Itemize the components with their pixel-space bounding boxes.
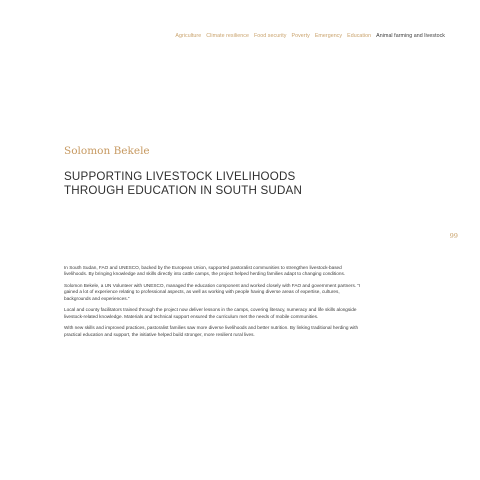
nav-item-agriculture[interactable]: Agriculture <box>175 33 202 39</box>
topic-nav <box>172 33 445 39</box>
body-paragraph: Solomon Bekele, a UN Volunteer with UNESCO, managed the education component and worked closely with FAO and government partners. “I gained a lot of experience relating to professional aspects, as well as working with people having diverse areas of expertise, cultures, backgrounds and experiences.” <box>64 282 361 301</box>
nav-item-climate-resilience[interactable]: Climate resilience <box>206 33 249 39</box>
body-paragraph: In South Sudan, FAO and UNESCO, backed by the European Union, supported pastoralist communities to strengthen livestock-based livelihoods. By bringing knowledge and skills directly into cattle camps, the project helped herding families adapt to changing conditions. <box>64 265 346 277</box>
body-paragraph: With new skills and improved practices, pastoralist families saw more diverse livelihoods and better nutrition. By linking traditional herding with practical education and support, the initiative helped build stronger, more resilient rural lives. <box>64 325 359 337</box>
nav-item-education[interactable]: Education <box>347 33 372 39</box>
body-text <box>64 265 364 343</box>
nav-item-poverty[interactable]: Poverty <box>291 33 310 39</box>
nav-item-animal-farming-livestock[interactable]: Animal farming and livestock <box>376 33 445 39</box>
person-name: Solomon Bekele <box>64 145 150 157</box>
nav-item-emergency[interactable]: Emergency <box>314 33 343 39</box>
page-title <box>64 170 364 198</box>
body-paragraph: Local and county facilitators trained through the project now deliver lessons in the camps, covering literacy, numeracy and life skills alongside livestock-related knowledge. Materials and technical support ensured the curriculum met the needs of mobile communities. <box>64 307 357 319</box>
page-number: 99 <box>449 232 458 240</box>
page-title-line-1: SUPPORTING LIVESTOCK LIVELIHOODS <box>64 170 296 183</box>
nav-item-food-security[interactable]: Food security <box>254 33 287 39</box>
page-title-line-2: THROUGH EDUCATION IN SOUTH SUDAN <box>64 184 303 197</box>
